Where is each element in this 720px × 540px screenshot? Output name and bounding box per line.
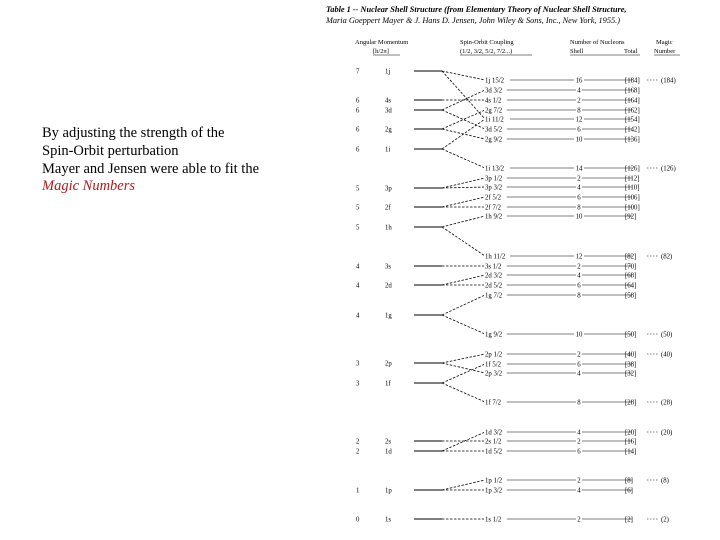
right-level xyxy=(484,291,636,299)
left-level-l: 3s xyxy=(385,263,392,271)
link-line xyxy=(442,119,485,149)
right-level-total: [154] xyxy=(625,116,640,124)
caption-line-3: Mayer and Jensen were able to fit the xyxy=(42,160,260,177)
right-level-label: 3s 1/2 xyxy=(485,263,502,271)
right-level xyxy=(484,428,672,436)
right-level-label: 2d 3/2 xyxy=(485,272,503,280)
right-level-shell: 8 xyxy=(577,107,581,115)
right-level-total: [2] xyxy=(625,516,633,524)
right-level-label: 2g 7/2 xyxy=(485,107,503,115)
right-level-total: [82] xyxy=(625,253,637,261)
left-level xyxy=(356,108,442,115)
link-line xyxy=(442,295,485,315)
right-levels xyxy=(484,76,676,523)
right-level-shell: 4 xyxy=(577,487,581,495)
right-level-shell: 4 xyxy=(577,370,581,378)
left-level-n: 6 xyxy=(356,97,360,105)
right-level-total: [110] xyxy=(625,184,640,192)
right-level-shell: 2 xyxy=(577,175,581,183)
right-level xyxy=(484,360,636,368)
link-line xyxy=(442,187,485,188)
right-level-label: 4s 1/2 xyxy=(485,97,502,105)
header-shell: Shell xyxy=(570,48,584,55)
right-level xyxy=(484,252,672,260)
right-level-label: 1h 11/2 xyxy=(485,253,506,261)
left-level-n: 4 xyxy=(356,312,360,320)
right-level-shell: 4 xyxy=(577,272,581,280)
left-level xyxy=(356,225,442,232)
right-level-total: [20] xyxy=(625,429,637,437)
right-level-label: 3d 3/2 xyxy=(485,87,503,95)
right-level-label: 1d 5/2 xyxy=(485,448,503,456)
right-level-shell: 2 xyxy=(577,438,581,446)
right-level-total: [112] xyxy=(625,175,640,183)
right-level-shell: 8 xyxy=(577,292,581,300)
left-level xyxy=(356,186,442,193)
link-line xyxy=(442,364,485,383)
header-nucleons: Number of Nucleons xyxy=(570,39,625,46)
left-level-l: 3d xyxy=(385,107,392,115)
link-line xyxy=(442,110,485,129)
left-levels xyxy=(356,69,442,524)
right-level-total: [168] xyxy=(625,87,640,95)
right-level-label: 1f 5/2 xyxy=(485,361,502,369)
right-level-total: [162] xyxy=(625,107,640,115)
table-title-line-2: Maria Goeppert Mayer & J. Hans D. Jensen, John Wiley & Sons, Inc., New York, 1955.) xyxy=(326,16,620,25)
header-spin-orbit: Spin-Orbit Coupling xyxy=(460,39,514,46)
link-line xyxy=(442,227,485,256)
link-line xyxy=(442,315,485,334)
left-level-l: 3p xyxy=(385,185,392,193)
right-level-magic: (28) xyxy=(661,399,673,407)
right-level-total: [32] xyxy=(625,370,637,378)
right-level-total: [58] xyxy=(625,292,637,300)
right-level-magic: (184) xyxy=(661,77,676,85)
right-level xyxy=(484,86,640,94)
header-angular-momentum-unit: [h/2π] xyxy=(373,48,389,55)
right-level-shell: 6 xyxy=(577,194,581,202)
link-line xyxy=(442,110,485,129)
right-level-label: 2g 9/2 xyxy=(485,136,503,144)
right-level-total: [40] xyxy=(625,351,637,359)
right-level xyxy=(484,135,640,143)
left-level xyxy=(356,98,442,105)
left-level xyxy=(356,205,442,212)
right-level-label: 1i 13/2 xyxy=(485,165,505,173)
right-level-total: [136] xyxy=(625,136,640,144)
header-total: Total xyxy=(624,48,638,55)
left-level-l: 2p xyxy=(385,360,392,368)
link-line xyxy=(442,275,485,285)
right-level-label: 1j 15/2 xyxy=(485,77,505,85)
right-level-shell: 12 xyxy=(575,253,583,261)
right-level xyxy=(484,96,640,104)
shell-structure-diagram xyxy=(320,0,720,540)
right-level xyxy=(484,212,636,220)
left-level xyxy=(356,313,442,320)
header-magic: Magic xyxy=(656,39,673,46)
left-level-n: 5 xyxy=(356,185,360,193)
header-angular-momentum: Angular Momentum xyxy=(355,39,409,46)
right-level-total: [16] xyxy=(625,438,637,446)
right-level-label: 2p 3/2 xyxy=(485,370,503,378)
right-level xyxy=(484,515,669,523)
links xyxy=(442,71,485,519)
right-level-label: 3p 3/2 xyxy=(485,184,503,192)
right-level-total: [28] xyxy=(625,399,637,407)
left-level-n: 3 xyxy=(356,380,360,388)
right-level xyxy=(484,437,636,445)
left-level-n: 2 xyxy=(356,448,360,456)
right-level-shell: 14 xyxy=(575,165,583,173)
left-level-n: 4 xyxy=(356,263,360,271)
left-level xyxy=(356,381,442,388)
right-level-total: [64] xyxy=(625,282,637,290)
right-level-shell: 8 xyxy=(577,399,581,407)
link-line xyxy=(442,178,485,188)
right-level-shell: 10 xyxy=(575,136,583,144)
right-level-total: [92] xyxy=(625,213,637,221)
right-level-label: 1g 7/2 xyxy=(485,292,503,300)
right-level xyxy=(484,125,640,133)
right-level-total: [14] xyxy=(625,448,637,456)
right-level-magic: (82) xyxy=(661,253,673,261)
left-level xyxy=(356,283,442,290)
right-level-total: [50] xyxy=(625,331,637,339)
right-level xyxy=(484,476,669,484)
caption-line-1: By adjusting the strength of the xyxy=(42,125,225,141)
left-level-l: 1s xyxy=(385,516,392,524)
right-level-label: 1s 1/2 xyxy=(485,516,502,524)
right-level xyxy=(484,115,640,123)
left-level-n: 5 xyxy=(356,204,360,212)
right-level-total: [184] xyxy=(625,77,640,85)
left-level-l: 1j xyxy=(385,68,391,76)
right-level-shell: 4 xyxy=(577,87,581,95)
left-level-l: 2f xyxy=(385,204,391,212)
left-level-l: 2g xyxy=(385,126,392,134)
right-level-label: 2p 1/2 xyxy=(485,351,503,359)
right-level xyxy=(484,330,672,338)
right-level xyxy=(484,174,639,182)
right-level-total: [100] xyxy=(625,204,640,212)
left-level-l: 1g xyxy=(385,312,392,320)
right-level-label: 2f 7/2 xyxy=(485,204,502,212)
left-level-l: 1p xyxy=(385,487,392,495)
right-level-total: [38] xyxy=(625,361,637,369)
right-level-total: [6] xyxy=(625,487,633,495)
left-level xyxy=(356,449,442,456)
right-level-label: 1d 3/2 xyxy=(485,429,503,437)
right-level-label: 1p 3/2 xyxy=(485,487,503,495)
left-level-l: 2d xyxy=(385,282,392,290)
right-level xyxy=(484,447,636,455)
left-level xyxy=(356,361,442,368)
left-level-n: 7 xyxy=(356,68,360,76)
left-level-l: 1f xyxy=(385,380,391,388)
caption-line-2: Spin-Orbit perturbation xyxy=(42,142,179,159)
right-level-label: 1g 9/2 xyxy=(485,331,503,339)
right-level-shell: 10 xyxy=(575,213,583,221)
right-level-shell: 16 xyxy=(575,77,583,85)
left-level-n: 2 xyxy=(356,438,360,446)
left-level xyxy=(356,264,442,271)
right-level xyxy=(484,106,640,114)
right-level-label: 3d 5/2 xyxy=(485,126,503,134)
left-level xyxy=(356,439,442,446)
right-level-shell: 10 xyxy=(575,331,583,339)
right-level-shell: 4 xyxy=(577,184,581,192)
link-line xyxy=(442,197,485,207)
right-level-magic: (126) xyxy=(661,165,676,173)
right-level xyxy=(484,369,636,377)
right-level-label: 1i 11/2 xyxy=(485,116,504,124)
left-level-n: 4 xyxy=(356,282,360,290)
right-level xyxy=(484,193,640,201)
caption-magic-numbers: Magic Numbers xyxy=(42,178,136,195)
right-level-label: 2s 1/2 xyxy=(485,438,502,446)
link-line xyxy=(442,383,485,402)
right-level-shell: 2 xyxy=(577,516,581,524)
left-level-n: 0 xyxy=(356,516,360,524)
right-level-total: [70] xyxy=(625,263,637,271)
right-level-magic: (2) xyxy=(661,516,669,524)
right-level xyxy=(484,76,676,84)
right-level-shell: 2 xyxy=(577,97,581,105)
left-level-l: 1i xyxy=(385,146,391,154)
left-level-l: 4s xyxy=(385,97,392,105)
right-level-total: [126] xyxy=(625,165,640,173)
right-level-label: 1h 9/2 xyxy=(485,213,503,221)
right-level-shell: 6 xyxy=(577,282,581,290)
left-level-n: 3 xyxy=(356,360,360,368)
right-level xyxy=(484,281,636,289)
link-line xyxy=(442,71,485,119)
table-title-line-1: Table 1 -- Nuclear Shell Structure (from Elementary Theory of Nuclear Shell Structure, xyxy=(326,5,627,14)
right-level-total: [164] xyxy=(625,97,640,105)
right-level-shell: 2 xyxy=(577,263,581,271)
right-level-shell: 2 xyxy=(577,351,581,359)
header-spin-orbit-values: (1/2, 3/2, 5/2, 7/2...) xyxy=(460,48,513,55)
right-level-label: 1f 7/2 xyxy=(485,399,502,407)
right-level-shell: 6 xyxy=(577,361,581,369)
right-level-label: 1p 1/2 xyxy=(485,477,503,485)
right-level-shell: 8 xyxy=(577,204,581,212)
right-level-total: [8] xyxy=(625,477,633,485)
left-level-l: 2s xyxy=(385,438,392,446)
right-level xyxy=(484,271,636,279)
right-level xyxy=(484,398,672,406)
left-level-n: 1 xyxy=(356,487,360,495)
left-level xyxy=(356,488,442,495)
right-level xyxy=(484,164,676,172)
right-level-total: [106] xyxy=(625,194,640,202)
right-level-magic: (40) xyxy=(661,351,673,359)
right-level-shell: 12 xyxy=(575,116,583,124)
right-level-total: [142] xyxy=(625,126,640,134)
right-level-shell: 4 xyxy=(577,429,581,437)
left-level-l: 1h xyxy=(385,224,392,232)
right-level xyxy=(484,183,639,191)
right-level-magic: (8) xyxy=(661,477,669,485)
link-line xyxy=(442,432,485,451)
link-line xyxy=(442,480,485,490)
left-level-n: 6 xyxy=(356,107,360,115)
left-level xyxy=(356,69,442,76)
link-line xyxy=(442,216,485,227)
right-level-shell: 6 xyxy=(577,448,581,456)
right-level-label: 3p 1/2 xyxy=(485,175,503,183)
right-level-shell: 6 xyxy=(577,126,581,134)
right-level-shell: 2 xyxy=(577,477,581,485)
header-magic-number: Number xyxy=(654,48,676,55)
right-level xyxy=(484,486,633,494)
left-level-n: 6 xyxy=(356,146,360,154)
right-level xyxy=(484,203,640,211)
caption xyxy=(42,125,312,196)
right-level-label: 2f 5/2 xyxy=(485,194,502,202)
left-level xyxy=(356,517,442,524)
left-level-l: 1d xyxy=(385,448,392,456)
left-level-n: 5 xyxy=(356,224,360,232)
right-level-label: 2d 5/2 xyxy=(485,282,503,290)
right-level-magic: (50) xyxy=(661,331,673,339)
right-level xyxy=(484,262,636,270)
left-level-n: 6 xyxy=(356,126,360,134)
left-level xyxy=(356,127,442,134)
right-level xyxy=(484,350,672,358)
right-level-magic: (20) xyxy=(661,429,673,437)
left-level xyxy=(356,147,442,154)
right-level-total: [68] xyxy=(625,272,637,280)
link-line xyxy=(442,149,485,168)
link-line xyxy=(442,363,485,373)
link-line xyxy=(442,354,485,363)
